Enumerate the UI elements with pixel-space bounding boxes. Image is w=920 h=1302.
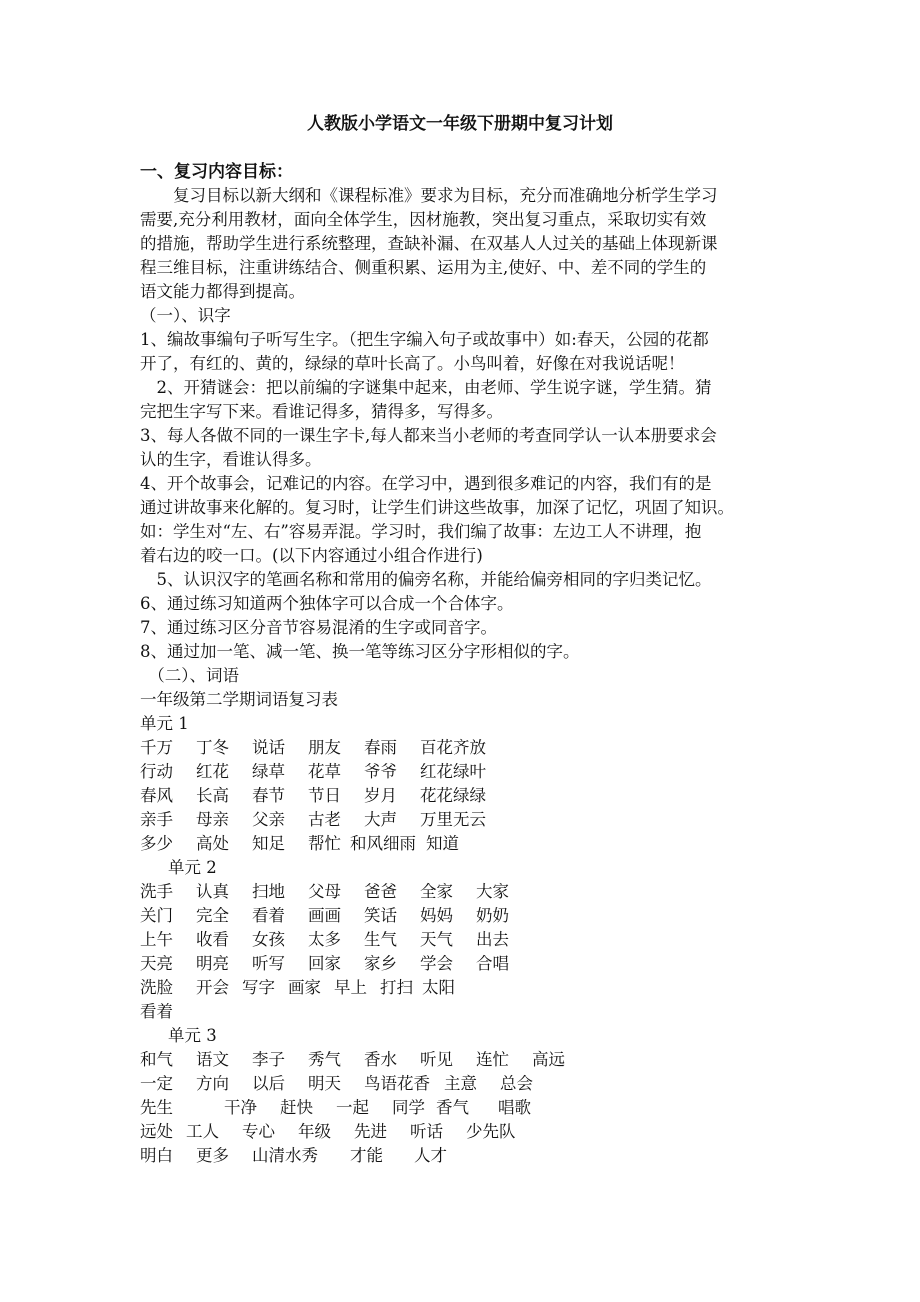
word: 知道 — [426, 834, 459, 853]
word: 出去 — [476, 930, 509, 949]
word: 万里无云 — [420, 810, 486, 829]
word: 画家 — [288, 978, 321, 997]
word: 高处 — [196, 834, 229, 853]
literacy-line: 6、通过练习知道两个独体字可以合成一个合体字。 — [140, 594, 514, 613]
word: 山清水秀 — [252, 1146, 318, 1165]
word: 全家 — [420, 882, 453, 901]
word: 看着 — [140, 1002, 173, 1021]
word: 家乡 — [364, 954, 397, 973]
word: 亲手 — [140, 810, 173, 829]
word-row — [140, 736, 486, 760]
word: 听写 — [252, 954, 285, 973]
word-row — [140, 976, 455, 1000]
word: 打扫 — [380, 978, 413, 997]
word-row — [140, 784, 486, 808]
paragraph-line: 程三维目标，注重讲练结合、侧重积累、运用为主,使好、中、差不同的学生的 — [140, 258, 707, 277]
word-row — [140, 928, 509, 952]
unit-label: 单元 2 — [168, 858, 217, 877]
word-row — [140, 1144, 447, 1168]
document-title: 人教版小学语文一年级下册期中复习计划 — [307, 114, 613, 134]
literacy-line: 完把生字写下来。看谁记得多，猜得多，写得多。 — [140, 402, 503, 421]
literacy-line: 通过讲故事来化解的。复习时，让学生们讲这些故事，加深了记忆，巩固了知识。 — [140, 498, 734, 517]
paragraph-line: 的措施，帮助学生进行系统整理，查缺补漏、在双基人人过关的基础上体现新课 — [140, 234, 718, 253]
word: 多少 — [140, 834, 173, 853]
word: 李子 — [252, 1050, 285, 1069]
word: 节日 — [308, 786, 341, 805]
word: 先进 — [354, 1122, 387, 1141]
word: 岁月 — [364, 786, 397, 805]
word: 知足 — [252, 834, 285, 853]
word: 太多 — [308, 930, 341, 949]
word: 丁冬 — [196, 738, 229, 757]
word: 生气 — [364, 930, 397, 949]
literacy-line: 3、每人各做不同的一课生字卡,每人都来当小老师的考查同学认一认本册要求会 — [140, 426, 717, 445]
word: 主意 — [444, 1074, 477, 1093]
word: 红花绿叶 — [420, 762, 486, 781]
subsection-title-literacy: （一）、识字 — [140, 306, 231, 325]
word: 干净 — [224, 1098, 257, 1117]
word: 年级 — [298, 1122, 331, 1141]
word: 连忙 — [476, 1050, 509, 1069]
unit-label: 单元 3 — [168, 1026, 217, 1045]
subsection-title-vocabulary: （二）、词语 — [140, 666, 239, 685]
word: 花花绿绿 — [420, 786, 486, 805]
word: 洗手 — [140, 882, 173, 901]
word: 上午 — [140, 930, 173, 949]
word: 先生 — [140, 1098, 173, 1117]
literacy-line: 开了，有红的、黄的，绿绿的草叶长高了。小鸟叫着，好像在对我说话呢！ — [140, 354, 685, 373]
word: 洗脸 — [140, 978, 173, 997]
literacy-line: 着右边的咬一口。(以下内容通过小组合作进行) — [140, 546, 483, 565]
word: 完全 — [196, 906, 229, 925]
word: 一定 — [140, 1074, 173, 1093]
word: 春节 — [252, 786, 285, 805]
word: 春雨 — [364, 738, 397, 757]
word: 早上 — [334, 978, 367, 997]
word: 唱歌 — [498, 1098, 531, 1117]
word: 合唱 — [476, 954, 509, 973]
word: 回家 — [308, 954, 341, 973]
paragraph-line: 需要,充分利用教材，面向全体学生，因材施教，突出复习重点，采取切实有效 — [140, 210, 707, 229]
word: 总会 — [500, 1074, 533, 1093]
word: 扫地 — [252, 882, 285, 901]
word: 说话 — [252, 738, 285, 757]
word: 行动 — [140, 762, 173, 781]
word: 学会 — [420, 954, 453, 973]
word: 父亲 — [252, 810, 285, 829]
word: 天亮 — [140, 954, 173, 973]
word: 爷爷 — [364, 762, 397, 781]
literacy-line: 1、编故事编句子听写生字。（把生字编入句子或故事中）如:春天，公园的花都 — [140, 330, 709, 349]
vocab-table-title: 一年级第二学期词语复习表 — [140, 690, 338, 709]
literacy-line: 5、认识汉字的笔画名称和常用的偏旁名称，并能给偏旁相同的字归类记忆。 — [140, 570, 712, 589]
word-row — [140, 1120, 516, 1144]
word-row — [140, 1048, 565, 1072]
word: 明白 — [140, 1146, 173, 1165]
word: 人才 — [414, 1146, 447, 1165]
word: 方向 — [196, 1074, 229, 1093]
word: 一起 — [336, 1098, 369, 1117]
word-row — [140, 952, 509, 976]
word-row — [140, 880, 509, 904]
word: 以后 — [252, 1074, 285, 1093]
literacy-line: 7、通过练习区分音节容易混淆的生字或同音字。 — [140, 618, 497, 637]
word: 香水 — [364, 1050, 397, 1069]
word: 工人 — [186, 1122, 219, 1141]
word: 明天 — [308, 1074, 341, 1093]
word-row — [140, 1072, 533, 1096]
word-row — [140, 832, 459, 856]
word: 大声 — [364, 810, 397, 829]
word: 大家 — [476, 882, 509, 901]
word: 更多 — [196, 1146, 229, 1165]
word: 奶奶 — [476, 906, 509, 925]
word: 和气 — [140, 1050, 173, 1069]
word: 太阳 — [422, 978, 455, 997]
word: 爸爸 — [364, 882, 397, 901]
literacy-line: 8、通过加一笔、减一笔、换一笔等练习区分字形相似的字。 — [140, 642, 580, 661]
word: 百花齐放 — [420, 738, 486, 757]
word: 语文 — [196, 1050, 229, 1069]
literacy-line: 2、开猜谜会：把以前编的字谜集中起来，由老师、学生说字谜，学生猜。猜 — [140, 378, 712, 397]
word: 父母 — [308, 882, 341, 901]
paragraph-line: 复习目标以新大纲和《课程标准》要求为目标，充分而准确地分析学生学习 — [140, 186, 718, 205]
word: 高远 — [532, 1050, 565, 1069]
word: 古老 — [308, 810, 341, 829]
word: 才能 — [350, 1146, 383, 1165]
word: 画画 — [308, 906, 341, 925]
word: 春风 — [140, 786, 173, 805]
word: 鸟语花香 — [364, 1074, 430, 1093]
word: 和风细雨 — [350, 834, 416, 853]
word: 千万 — [140, 738, 173, 757]
word: 写字 — [242, 978, 275, 997]
literacy-line: 4、开个故事会，记难记的内容。在学习中，遇到很多难记的内容，我们有的是 — [140, 474, 712, 493]
literacy-line: 认的生字，看谁认得多。 — [140, 450, 322, 469]
word: 母亲 — [196, 810, 229, 829]
word-row — [140, 760, 486, 784]
section-heading-goals: 一、复习内容目标： — [140, 162, 293, 182]
word: 收看 — [196, 930, 229, 949]
word: 女孩 — [252, 930, 285, 949]
word: 看着 — [252, 906, 285, 925]
word: 笑话 — [364, 906, 397, 925]
word: 明亮 — [196, 954, 229, 973]
word: 赶快 — [280, 1098, 313, 1117]
word: 少先队 — [466, 1122, 516, 1141]
word: 长高 — [196, 786, 229, 805]
word-row — [140, 1096, 531, 1120]
word: 妈妈 — [420, 906, 453, 925]
word: 专心 — [242, 1122, 275, 1141]
word: 远处 — [140, 1122, 173, 1141]
word: 朋友 — [308, 738, 341, 757]
literacy-line: 如：学生对“左、右”容易弄混。学习时，我们编了故事：左边工人不讲理，抱 — [140, 522, 702, 541]
unit-label: 单元 1 — [140, 714, 189, 733]
paragraph-line: 语文能力都得到提高。 — [140, 282, 305, 301]
word: 关门 — [140, 906, 173, 925]
word: 香气 — [436, 1098, 469, 1117]
word: 听见 — [420, 1050, 453, 1069]
word: 红花 — [196, 762, 229, 781]
word: 认真 — [196, 882, 229, 901]
word: 花草 — [308, 762, 341, 781]
word: 绿草 — [252, 762, 285, 781]
word: 帮忙 — [308, 834, 341, 853]
word-row — [140, 1000, 173, 1024]
word-row — [140, 808, 486, 832]
word: 秀气 — [308, 1050, 341, 1069]
word: 同学 — [392, 1098, 425, 1117]
word: 开会 — [196, 978, 229, 997]
word-row — [140, 904, 509, 928]
word: 听话 — [410, 1122, 443, 1141]
word: 天气 — [420, 930, 453, 949]
